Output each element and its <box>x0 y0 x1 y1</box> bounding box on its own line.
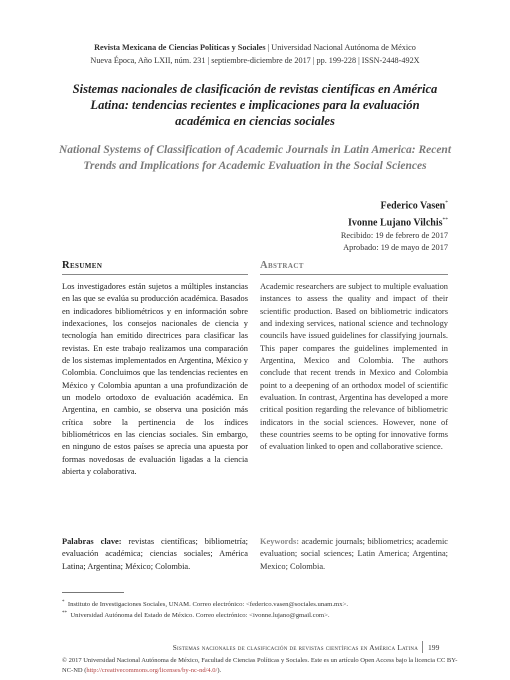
issue-line: Nueva Época, Año LXII, núm. 231 | septiembre-diciembre de 2017 | pp. 199-228 | ISSN-2448-492X <box>90 56 420 65</box>
keywords <box>260 536 448 573</box>
page-separator <box>422 641 423 653</box>
resumen-heading: Resumen <box>62 260 103 271</box>
abstract-rule <box>260 274 448 275</box>
approved-date: Aprobado: 19 de mayo de 2017 <box>343 242 448 252</box>
submission-dates <box>341 230 448 253</box>
resumen-body: Los investigadores están sujetos a múltiples instancias en las que se evalúa su producción académica. Basados en indicadores bibliométricos y en información sobre indexaciones, los consejos nacionales de ciencia y tecnología han emitido directrices para clasificar las revistas. En este trabajo realizamos una comparación de los sistemas implementados en Argentina, México y Colombia. Concluimos que las tendencias recientes en México y Colombia apuntan a una profundización de un modelo ortodoxo de evaluación académica. En Argentina, en cambio, se observa una posición más crítica sobre la pertinencia de los índices bibliométricos en las ciencias sociales. Sin embargo, en ninguno de estos países se aprecia una apuesta por formas novedosas de evaluación ligadas a la ciencia abierta y colaborativa. <box>62 282 248 477</box>
footnote-rule <box>62 592 124 593</box>
author-1: Federico Vasen* <box>380 200 448 212</box>
resumen-rule <box>62 274 248 275</box>
palabras-clave-list: revistas científicas; bibliometría; evaluación académica; ciencias sociales; América Latina; Argentina; México; Colombia. <box>62 537 248 571</box>
page-number: 199 <box>428 643 440 652</box>
university-name: | Universidad Nacional Autónoma de México <box>267 43 416 52</box>
abstract-heading: Abstract <box>260 260 304 271</box>
author-list <box>348 196 448 231</box>
abstract-body: Academic researchers are subject to multiple evaluation instances to assess the quality and impact of their scientific production. Based on bibliometric indicators and indexing services, national science and technology councils have issued guidelines for classifying journals. This paper compares the guidelines implemented in Argentina, Mexico and Colombia. The authors conclude that recent trends in Mexico and Colombia point to a deepening of an orthodox model of scientific evaluation. In contrast, Argentina has developed a more critical position regarding the relevance of bibliometric indicators in the social sciences. However, none of these countries seems to be opting for innovative forms of evaluation linked to open and collaborative science. <box>260 282 448 452</box>
title-english: National Systems of Classification of Academic Journals in Latin America: Recent Trends and Implications for Academic Evaluation in the Social Sciences <box>58 144 452 172</box>
title-spanish: Sistemas nacionales de clasificación de revistas científicas en América Latina: tendencias recientes e implicaciones para la evaluación académica en ciencias sociales <box>72 82 438 128</box>
keywords-list: academic journals; bibliometrics; academic evaluation; social sciences; Latin America; Argentina; Mexico; Colombia. <box>260 537 448 571</box>
palabras-clave <box>62 536 248 573</box>
author-2: Ivonne Lujano Vilchis** <box>348 217 448 229</box>
license-link[interactable]: http://creativecommons.org/licenses/by-nc-nd/4.0/ <box>86 666 218 674</box>
footnote-1: * Instituto de Investigaciones Sociales, UNAM. Correo electrónico: <federico.vasen@sociales.unam.mx>. <box>62 600 349 609</box>
license-notice: © 2017 Universidad Nacional Autónoma de México, Facultad de Ciencias Políticas y Sociales. Este es un artículo Open Access bajo la licencia CC BY-NC-ND (http://creativecommons.org/licenses/by-nc-nd/4.0/). <box>62 657 458 674</box>
received-date: Recibido: 19 de febrero de 2017 <box>340 231 448 240</box>
keywords-label: Keywords: <box>260 537 300 546</box>
palabras-clave-label: Palabras clave: <box>62 537 122 546</box>
journal-header <box>0 41 510 67</box>
journal-name: Revista Mexicana de Ciencias Políticas y Sociales <box>94 43 266 52</box>
running-head: Sistemas nacionales de clasificación de revistas científicas en América Latina <box>172 643 418 652</box>
footnote-2: ** Universidad Autónoma del Estado de México. Correo electrónico: <ivonne.lujano@gmail.com>. <box>62 611 330 620</box>
